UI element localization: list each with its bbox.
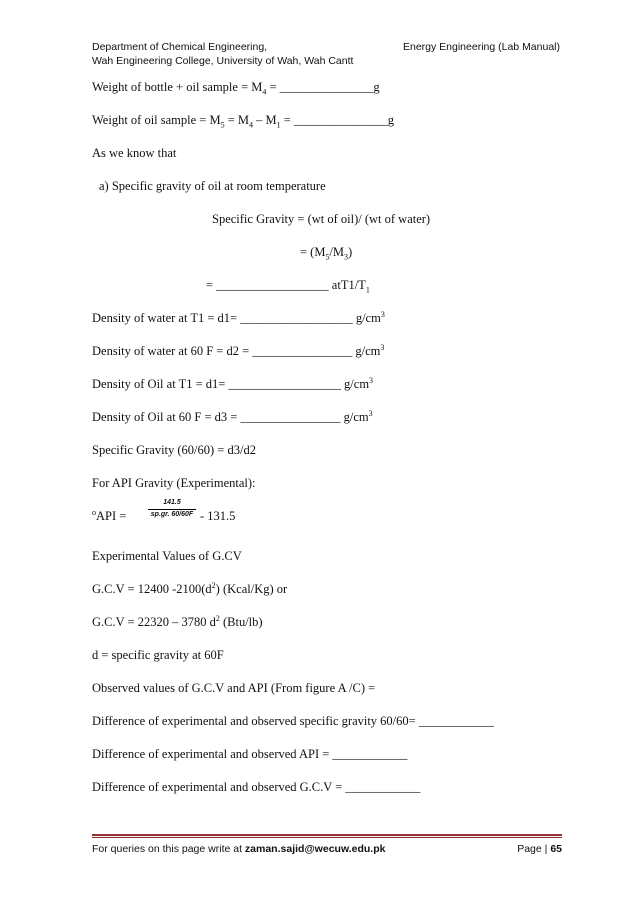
line-bottle-oil-weight: Weight of bottle + oil sample = $M_4$ = _______________g [92,80,380,97]
line-at-t1: = __________________ $atT1/T_1$ [206,278,370,295]
line-observed-values: Observed values of G.C.V and API (From figure A /C) = [92,681,376,695]
line-diff-api: Difference of experimental and observed API = ____________ [92,747,408,761]
api-fraction [148,499,196,525]
line-d-definition: d = specific gravity at 60F [92,648,224,662]
line-as-we-know: As we know that [92,146,177,160]
line-gcv-btu: G.C.V = 22320 – 3780 $d^2$ (Btu/lb) [92,613,263,629]
footer-page: Page | 65 [517,843,562,855]
line-density-oil-60f: Density of Oil at 60 F = d3 = ________________ $g/cm^3$ [92,408,373,424]
line-oil-sample-weight: Weight of oil sample = $M_5 = M_4 - M_1$ = _______________g [92,113,394,130]
api-fraction-denominator: sp.gr. 60/60F [150,511,194,518]
line-experimental-gcv: Experimental Values of G.CV [92,549,242,563]
line-api-constant: - 131.5 [200,509,236,523]
line-specific-gravity-formula: Specific Gravity = (wt of oil)/ (wt of water) [212,212,431,226]
line-m5-m3: = $(M_5/M_3)$ [300,245,353,262]
page-header [92,40,560,68]
api-fraction-numerator: 141.5 [163,499,181,506]
line-density-oil-t1: Density of Oil at T1 = d1= __________________ $g/cm^3$ [92,375,374,391]
header-manual-title: Energy Engineering (Lab Manual) [402,41,560,53]
line-density-water-60f: Density of water at 60 F = d2 = ________________ $g/cm^3$ [92,342,385,358]
api-fraction-bar [148,509,196,510]
line-diff-gcv: Difference of experimental and observed G.C.V = ____________ [92,780,421,794]
footer-prefix: For queries on this page write at [92,843,245,855]
header-department: Department of Chemical Engineering, [92,41,268,53]
line-api-gravity-heading: For API Gravity (Experimental): [92,476,256,490]
page-footer [92,843,562,855]
page-number: 65 [550,843,562,855]
line-specific-gravity-6060: Specific Gravity (60/60) = d3/d2 [92,443,256,457]
header-college: Wah Engineering College, University of Wah, Wah Cantt [92,55,354,67]
line-specific-gravity-heading: a) Specific gravity of oil at room temperature [99,179,326,193]
line-gcv-kcal: G.C.V = 12400 $-2100(d^2)$ (Kcal/Kg) or [92,580,288,596]
line-density-water-t1: Density of water at T1 = d1= __________________ $g/cm^3$ [92,309,385,325]
footer-email[interactable]: zaman.sajid@wecuw.edu.pk [244,843,386,855]
footer-rule-thin [92,837,562,838]
line-diff-specific-gravity: Difference of experimental and observed specific gravity 60/60= ____________ [92,714,494,728]
line-api-formula: $^o$API = [92,507,127,523]
footer-rule-thick [92,834,562,836]
